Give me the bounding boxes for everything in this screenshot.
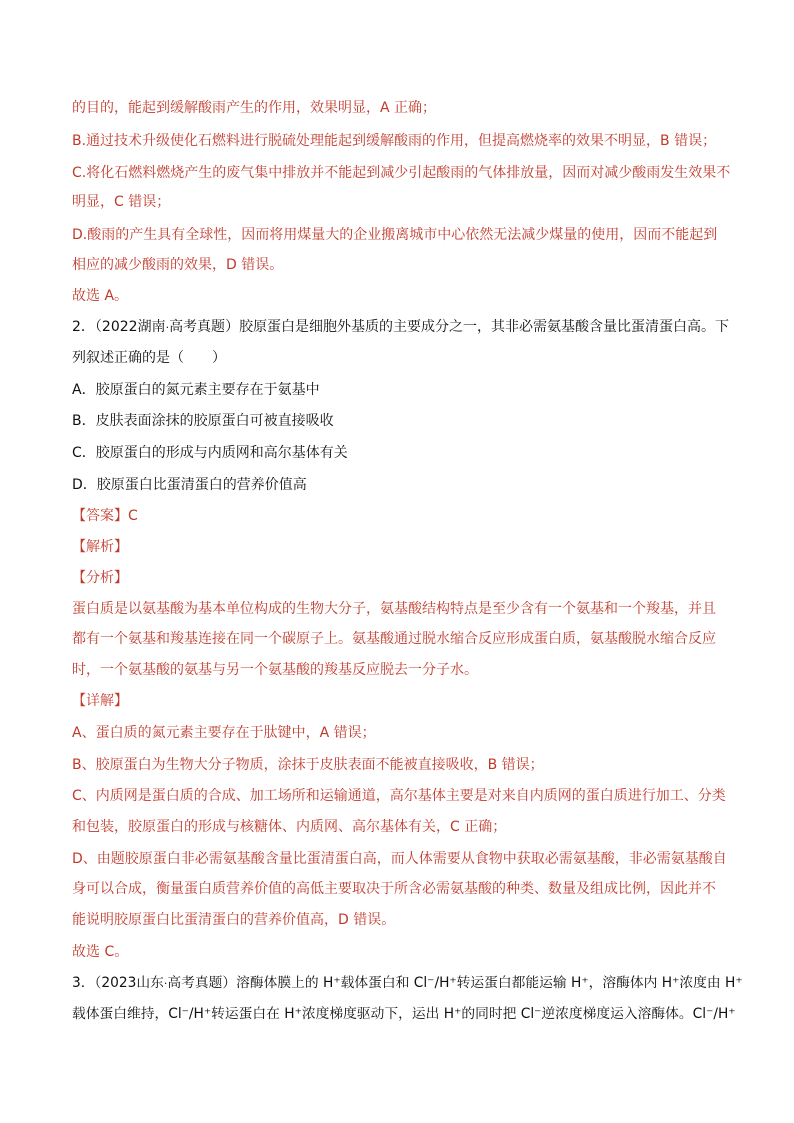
option-b: B．皮肤表面涂抹的胶原蛋白可被直接吸收 — [72, 413, 334, 429]
detail-line: C、内质网是蛋白质的合成、加工场所和运输通道，高尔基体主要是对来自内质网的蛋白质进行加工、分类 — [72, 788, 726, 804]
explanation-line: C.将化石燃料燃烧产生的废气集中排放并不能起到减少引起酸雨的气体排放量，因而对减少酸雨发生效果不 — [72, 165, 731, 181]
question-source: （2023山东·高考真题） — [94, 975, 237, 991]
question-number: 2． — [72, 319, 95, 335]
conclusion: 故选 A。 — [72, 288, 129, 304]
detail-line: 和包装，胶原蛋白的形成与核糖体、内质网、高尔基体有关，C 正确； — [72, 819, 507, 835]
explanation-line: 的目的，能起到缓解酸雨产生的作用，效果明显，A 正确； — [72, 100, 437, 116]
detail-header: 【详解】 — [72, 693, 128, 709]
fenxi-line: 都有一个氨基和羧基连接在同一个碳原子上。氨基酸通过脱水缩合反应形成蛋白质，氨基酸脱水缩合反应 — [72, 631, 716, 647]
question-3-stem-cont: 载体蛋白维持，Cl⁻/H⁺转运蛋白在 H⁺浓度梯度驱动下，运出 H⁺的同时把 Cl⁻逆浓度梯度运入溶酶体。Cl⁻/H⁺ — [72, 1006, 736, 1022]
detail-line: 能说明胶原蛋白比蛋清蛋白的营养价值高，D 错误。 — [72, 912, 396, 928]
option-a: A．胶原蛋白的氮元素主要存在于氨基中 — [72, 382, 320, 398]
detail-line: D、由题胶原蛋白非必需氨基酸含量比蛋清蛋白高，而人体需要从食物中获取必需氨基酸，非必需氨基酸自 — [72, 851, 727, 867]
question-source: （2022湖南·高考真题） — [94, 319, 240, 335]
fenxi-line: 蛋白质是以氨基酸为基本单位构成的生物大分子，氨基酸结构特点是至少含有一个氨基和一个羧基，并且 — [72, 601, 716, 617]
conclusion: 故选 C。 — [72, 944, 129, 960]
option-c: C．胶原蛋白的形成与内质网和高尔基体有关 — [72, 445, 348, 461]
detail-line: 身可以合成，衡量蛋白质营养价值的高低主要取决于所含必需氨基酸的种类、数量及组成比例，因此并不 — [72, 881, 716, 897]
explanation-line: 相应的减少酸雨的效果，D 错误。 — [72, 257, 284, 273]
question-text: 胶原蛋白是细胞外基质的主要成分之一，其非必需氨基酸含量比蛋清蛋白高。下 — [239, 319, 730, 335]
explanation-line: 明显，C 错误； — [72, 194, 171, 210]
question-2-stem — [72, 317, 729, 338]
question-number: 3． — [72, 975, 95, 991]
explanation-line: D.酸雨的产生具有全球性，因而将用煤量大的企业搬离城市中心依然无法减少煤量的使用，因而不能起到 — [72, 227, 718, 243]
option-d: D．胶原蛋白比蛋清蛋白的营养价值高 — [72, 477, 307, 493]
answer: 【答案】C — [72, 508, 138, 524]
question-2-stem-cont: 列叙述正确的是（ ） — [72, 350, 226, 366]
explanation-line: B.通过技术升级使化石燃料进行脱硫处理能起到缓解酸雨的作用，但提高燃烧率的效果不明显，B 错误； — [72, 133, 717, 149]
analysis-header: 【解析】 — [72, 539, 128, 555]
question-3-stem — [72, 973, 743, 994]
fenxi-line: 时，一个氨基酸的氨基与另一个氨基酸的羧基反应脱去一分子水。 — [72, 662, 478, 678]
question-text: 溶酶体膜上的 H⁺载体蛋白和 Cl⁻/H⁺转运蛋白都能运输 H⁺，溶酶体内 H⁺浓度由 H⁺ — [236, 975, 743, 991]
detail-line: B、胶原蛋白为生物大分子物质，涂抹于皮肤表面不能被直接吸收，B 错误； — [72, 757, 544, 773]
fenxi-header: 【分析】 — [72, 570, 128, 586]
detail-line: A、蛋白质的氮元素主要存在于肽键中，A 错误； — [72, 725, 376, 741]
